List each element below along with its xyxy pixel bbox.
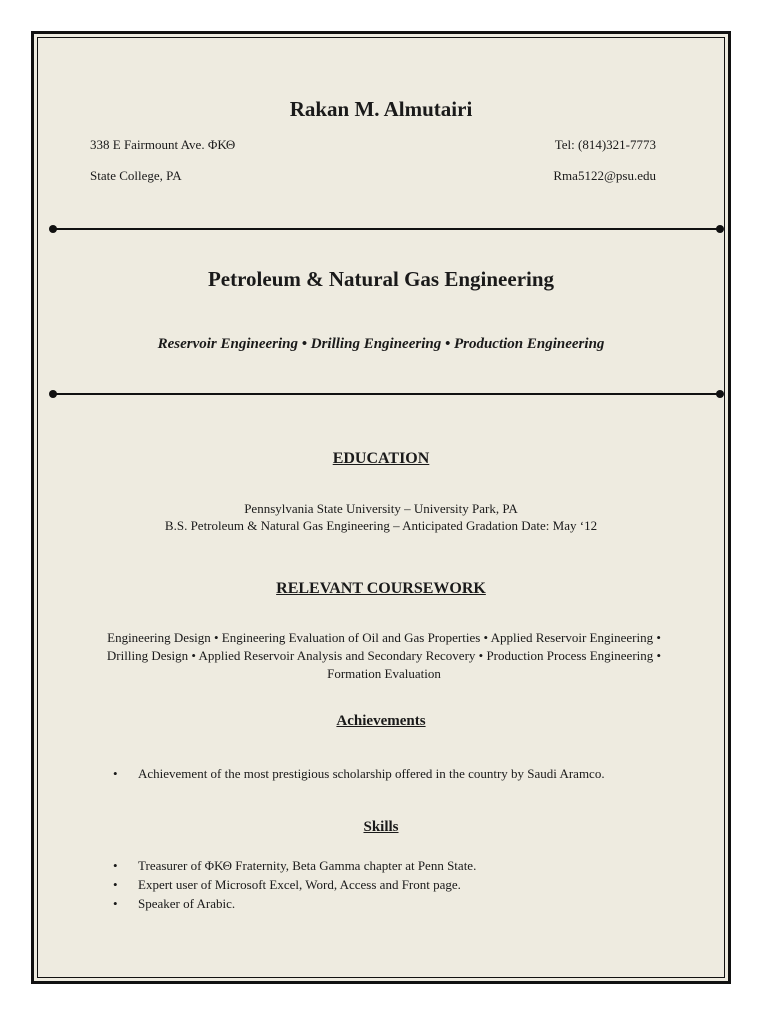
skills-heading: Skills	[363, 819, 399, 835]
field-title: Petroleum & Natural Gas Engineering	[207, 267, 555, 291]
address-line-1: 338 E Fairmount Ave. ΦΚΘ	[90, 137, 236, 152]
list-item: • Expert user of Microsoft Excel, Word, Access and Front page.	[34, 875, 476, 894]
education-heading: EDUCATION	[332, 450, 430, 467]
achievements-list	[34, 764, 605, 783]
candidate-name: Rakan M. Almutairi	[289, 97, 473, 121]
achievements-heading: Achievements	[336, 713, 426, 729]
list-item: • Speaker of Arabic.	[34, 894, 476, 913]
resume-page	[31, 31, 731, 984]
divider-bottom	[53, 393, 720, 395]
education-degree: B.S. Petroleum & Natural Gas Engineering – Anticipated Gradation Date: May ‘12	[164, 518, 598, 533]
coursework-heading: RELEVANT COURSEWORK	[276, 580, 486, 597]
phone-number: Tel: (814)321-7773	[554, 137, 656, 152]
divider-top	[53, 228, 720, 230]
education-school: Pennsylvania State University – University Park, PA	[244, 501, 518, 516]
list-item: • Achievement of the most prestigious scholarship offered in the country by Saudi Aramco.	[34, 764, 605, 783]
skills-list	[34, 856, 476, 913]
address-line-2: State College, PA	[90, 168, 182, 183]
email-address: Rma5122@psu.edu	[553, 168, 656, 183]
list-item: • Treasurer of ΦΚΘ Fraternity, Beta Gamma chapter at Penn State.	[34, 856, 476, 875]
specialties-line: Reservoir Engineering • Drilling Engineering • Production Engineering	[157, 336, 605, 352]
coursework-text: Engineering Design • Engineering Evaluation of Oil and Gas Properties • Applied Reservoir Engineering • Drilling Design • Applied Reservoir Analysis and Secondary Recovery • Production Process Engineering • Formation Evaluation	[106, 630, 662, 681]
